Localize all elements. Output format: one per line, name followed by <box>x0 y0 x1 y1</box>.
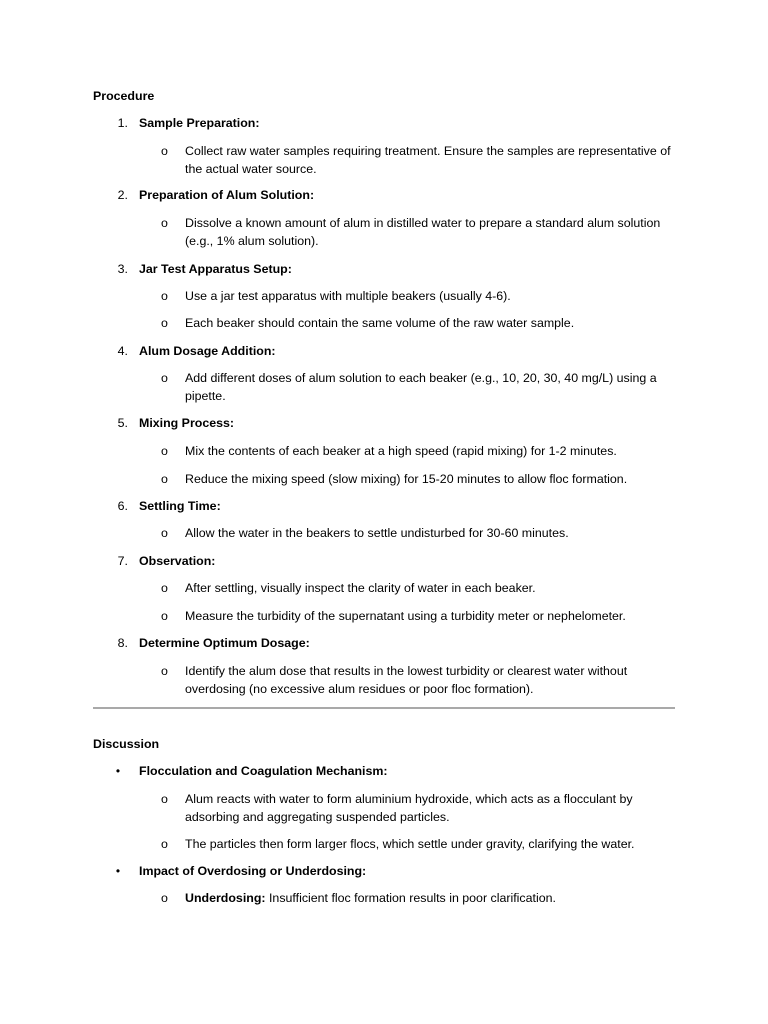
step-detail-text: Each beaker should contain the same volume of the raw water sample. <box>185 316 575 330</box>
step-number: 8. <box>117 636 128 650</box>
step-detail-text: Identify the alum dose that results in the lowest turbidity or clearest water without overdosing (no excessive alum residues or poor floc formation). <box>185 664 628 696</box>
sub-bullet-icon: o <box>161 581 168 595</box>
step-title: Alum Dosage Addition: <box>139 344 276 358</box>
step-title: Sample Preparation: <box>139 116 260 130</box>
step-title: Observation: <box>139 554 216 568</box>
discussion-heading: Discussion <box>93 737 160 751</box>
sub-bullet-icon: o <box>161 216 168 230</box>
section-divider <box>93 707 675 709</box>
step-detail-text: Add different doses of alum solution to each beaker (e.g., 10, 20, 30, 40 mg/L) using a pipette. <box>185 371 657 403</box>
step-title: Determine Optimum Dosage: <box>139 636 310 650</box>
bullet-icon: • <box>115 864 121 878</box>
procedure-heading: Procedure <box>93 89 155 103</box>
step-title: Settling Time: <box>139 499 221 513</box>
step-number: 2. <box>117 188 128 202</box>
step-detail-text: Allow the water in the beakers to settle undisturbed for 30-60 minutes. <box>185 526 569 540</box>
sub-bullet-icon: o <box>161 891 168 905</box>
sub-bullet-icon: o <box>161 144 168 158</box>
point-title: Impact of Overdosing or Underdosing: <box>139 864 367 878</box>
sub-bullet-icon: o <box>161 526 168 540</box>
step-title: Jar Test Apparatus Setup: <box>139 262 292 276</box>
step-number: 4. <box>117 344 128 358</box>
sub-bullet-icon: o <box>161 609 168 623</box>
step-number: 5. <box>117 416 128 430</box>
point-detail-lead: Underdosing: <box>185 891 266 905</box>
point-detail-text: Alum reacts with water to form aluminium hydroxide, which acts as a flocculant by adsorbing and aggregating suspended particles. <box>185 792 633 824</box>
bullet-icon: • <box>115 764 121 778</box>
step-number: 3. <box>117 262 128 276</box>
step-detail-text: Use a jar test apparatus with multiple beakers (usually 4-6). <box>185 289 511 303</box>
step-detail-text: Mix the contents of each beaker at a high speed (rapid mixing) for 1-2 minutes. <box>185 444 617 458</box>
point-detail-text: The particles then form larger flocs, which settle under gravity, clarifying the water. <box>185 837 635 851</box>
sub-bullet-icon: o <box>161 792 168 806</box>
point-title: Flocculation and Coagulation Mechanism: <box>139 764 388 778</box>
sub-bullet-icon: o <box>161 444 168 458</box>
sub-bullet-icon: o <box>161 289 168 303</box>
point-detail-text <box>185 889 675 907</box>
step-number: 7. <box>117 554 128 568</box>
sub-bullet-icon: o <box>161 472 168 486</box>
step-number: 6. <box>117 499 128 513</box>
sub-bullet-icon: o <box>161 664 168 678</box>
step-title: Mixing Process: <box>139 416 235 430</box>
step-detail-text: Dissolve a known amount of alum in distilled water to prepare a standard alum solution (e.g., 1% alum solution). <box>185 216 661 248</box>
step-number: 1. <box>117 116 128 130</box>
sub-bullet-icon: o <box>161 316 168 330</box>
step-detail-text: After settling, visually inspect the clarity of water in each beaker. <box>185 581 536 595</box>
sub-bullet-icon: o <box>161 371 168 385</box>
sub-bullet-icon: o <box>161 837 168 851</box>
point-detail-body: Insufficient floc formation results in poor clarification. <box>265 891 556 905</box>
step-detail-text: Measure the turbidity of the supernatant using a turbidity meter or nephelometer. <box>185 609 626 623</box>
step-title: Preparation of Alum Solution: <box>139 188 315 202</box>
step-detail-text: Reduce the mixing speed (slow mixing) for 15-20 minutes to allow floc formation. <box>185 472 628 486</box>
step-detail-text: Collect raw water samples requiring treatment. Ensure the samples are representative of the actual water source. <box>185 144 671 176</box>
